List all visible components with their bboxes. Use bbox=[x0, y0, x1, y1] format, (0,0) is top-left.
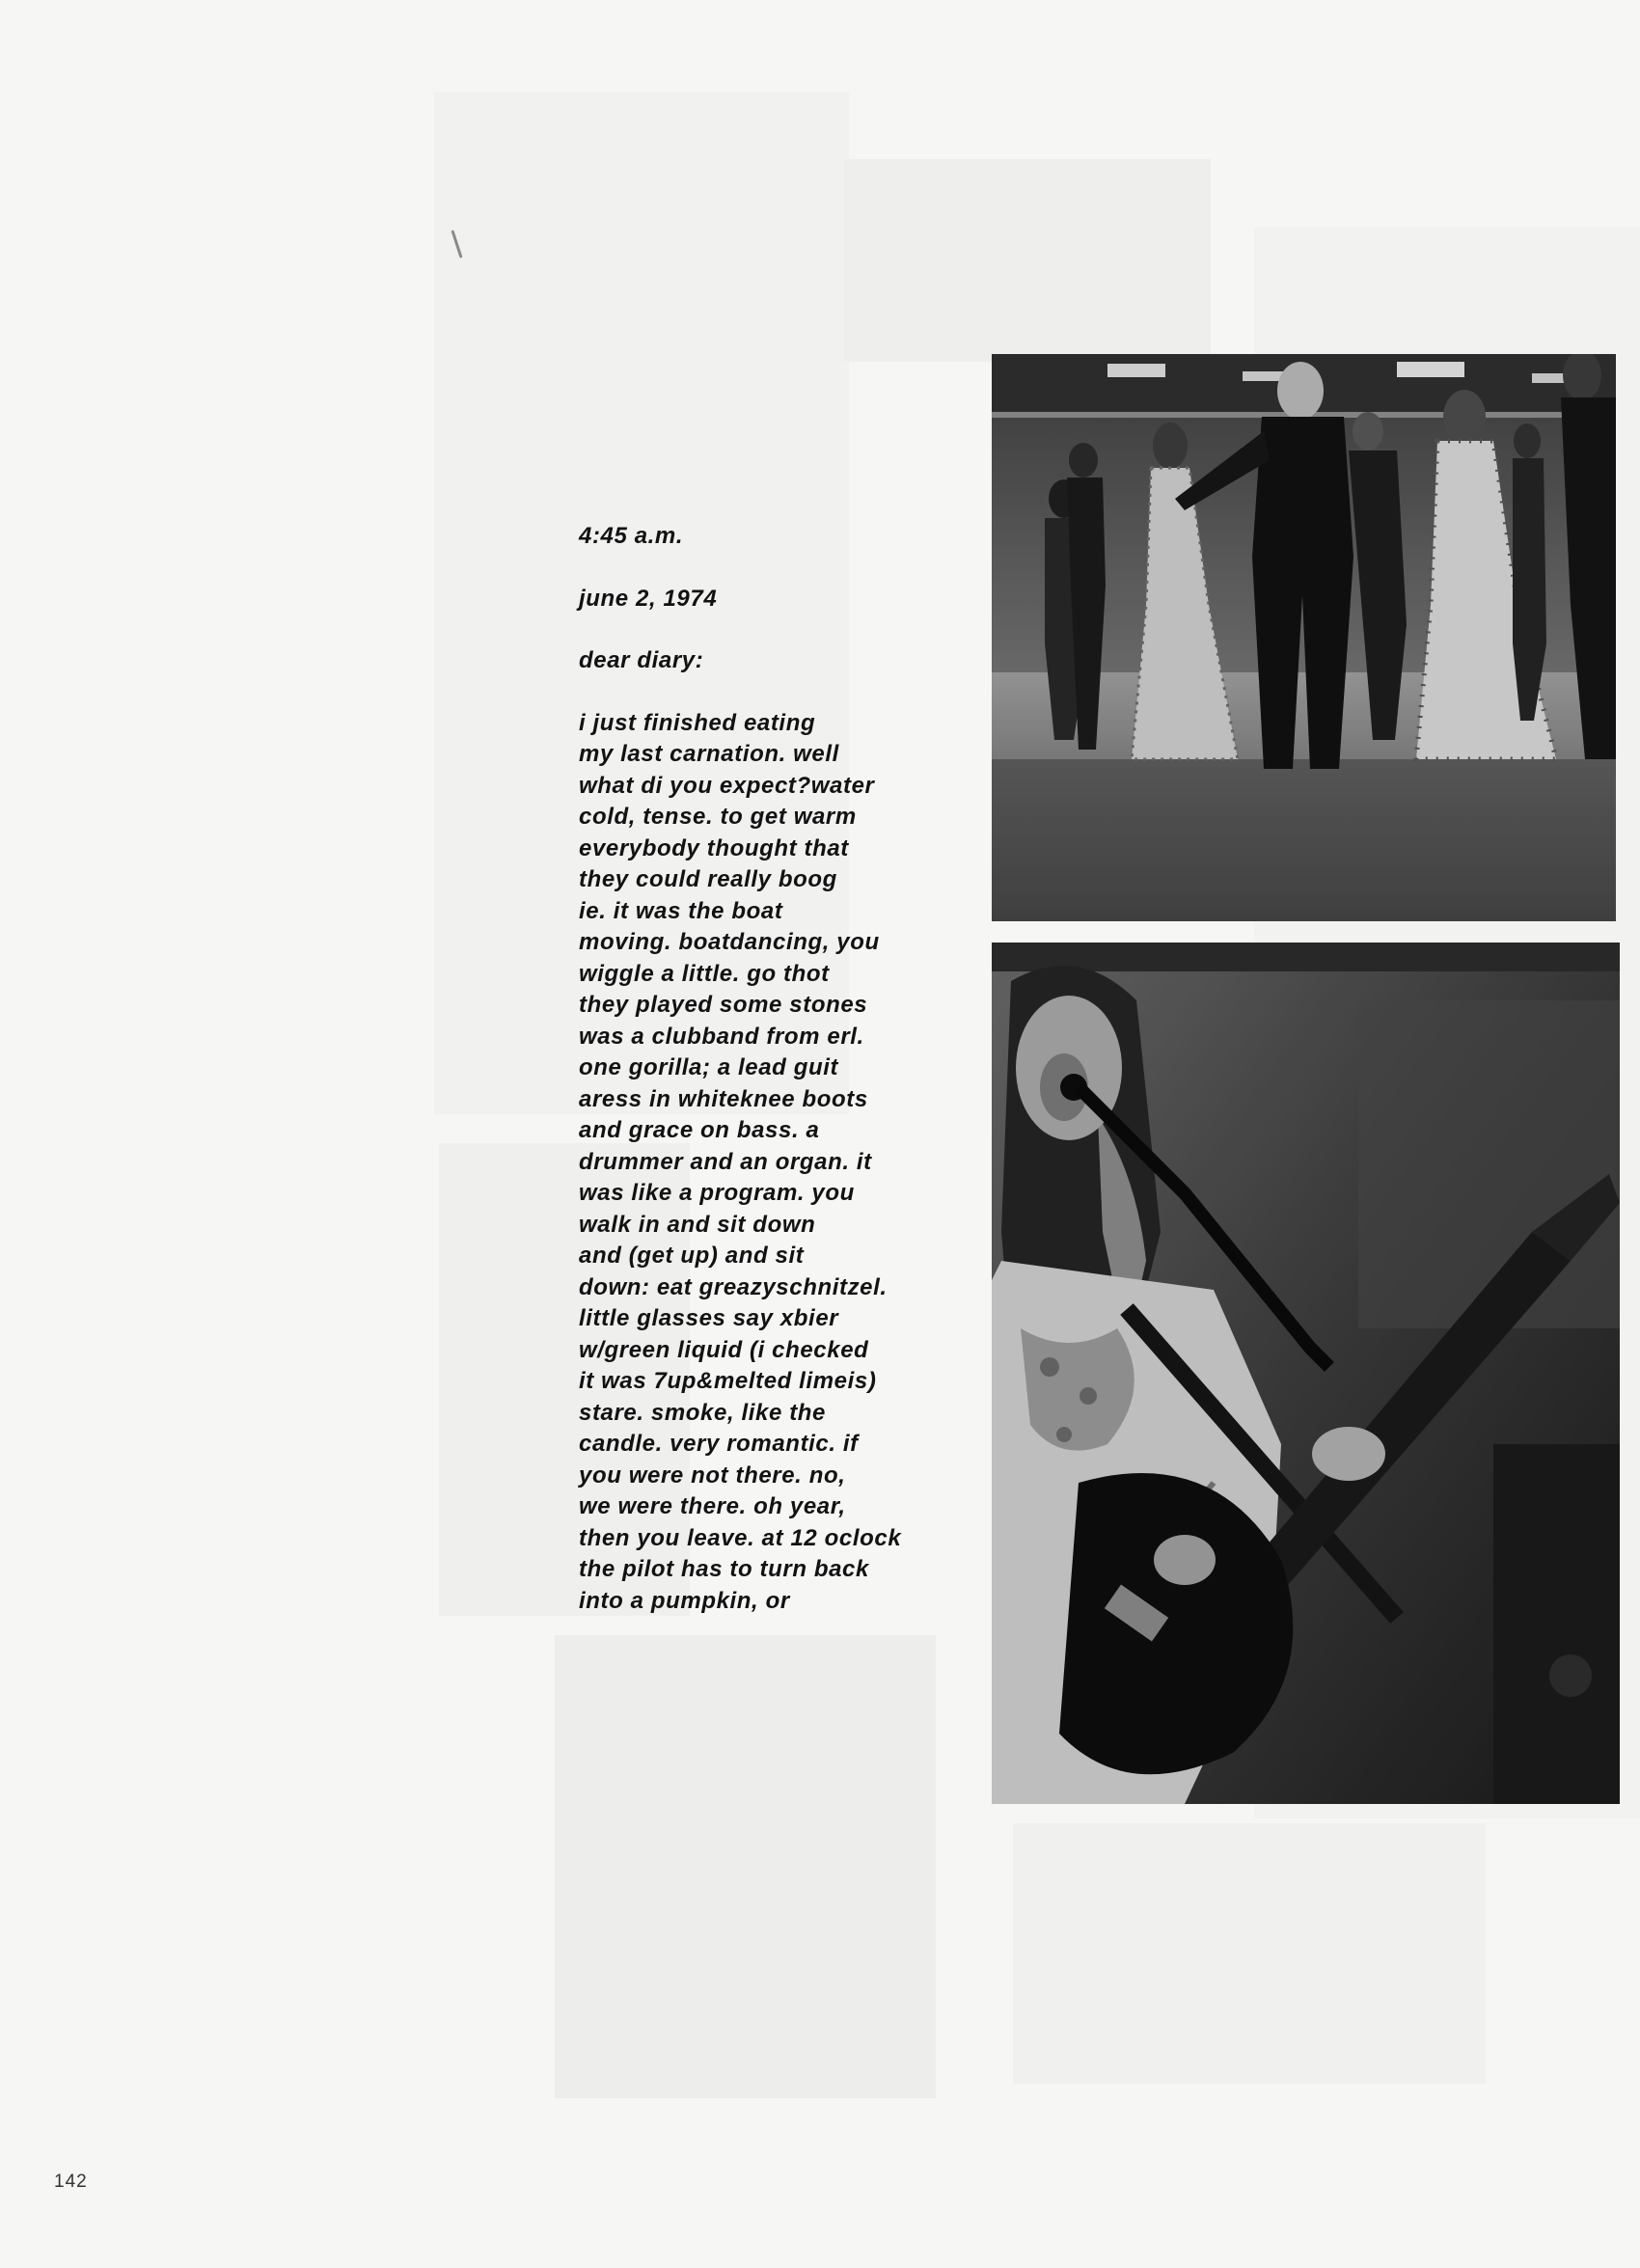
diary-line: stare. smoke, like the bbox=[579, 1399, 826, 1426]
guitarist-singing-photo bbox=[992, 943, 1620, 1804]
diary-salutation: dear diary: bbox=[579, 647, 704, 673]
dance-floor-photo bbox=[992, 354, 1616, 921]
diary-line: then you leave. at 12 oclock bbox=[579, 1524, 902, 1551]
diary-line: one gorilla; a lead guit bbox=[579, 1054, 839, 1080]
bleed-through-panel bbox=[1013, 1823, 1486, 2084]
diary-line: into a pumpkin, or bbox=[579, 1587, 790, 1614]
diary-line: you were not there. no, bbox=[579, 1462, 846, 1489]
diary-line: what di you expect?water bbox=[579, 772, 875, 799]
diary-line: w/green liquid (i checked bbox=[579, 1336, 869, 1363]
diary-line: and grace on bass. a bbox=[579, 1117, 820, 1143]
page-number: 142 bbox=[54, 2172, 88, 2192]
diary-line: walk in and sit down bbox=[579, 1211, 816, 1238]
diary-line: i just finished eating bbox=[579, 709, 816, 736]
diary-line: wiggle a little. go thot bbox=[579, 960, 830, 987]
diary-date: june 2, 1974 bbox=[579, 585, 718, 612]
diary-line: was a clubband from erl. bbox=[579, 1023, 864, 1050]
diary-line: they played some stones bbox=[579, 992, 868, 1018]
diary-line: ie. it was the boat bbox=[579, 897, 783, 924]
diary-line: and (get up) and sit bbox=[579, 1243, 805, 1269]
diary-time: 4:45 a.m. bbox=[579, 523, 684, 549]
diary-line: cold, tense. to get warm bbox=[579, 804, 857, 830]
diary-line: my last carnation. well bbox=[579, 741, 839, 767]
dance-floor-photo-art bbox=[992, 354, 1616, 921]
guitarist-singing-photo-art bbox=[992, 943, 1620, 1804]
diary-line: the pilot has to turn back bbox=[579, 1556, 869, 1582]
diary-line: they could really boog bbox=[579, 866, 837, 892]
diary-line: was like a program. you bbox=[579, 1180, 855, 1206]
diary-body bbox=[579, 708, 984, 1618]
bleed-through-panel bbox=[844, 159, 1211, 362]
diary-line: down: eat greazyschnitzel. bbox=[579, 1273, 888, 1300]
diary-line: we were there. oh year, bbox=[579, 1493, 846, 1519]
diary-line: drummer and an organ. it bbox=[579, 1148, 872, 1175]
diary-line: it was 7up&melted limeis) bbox=[579, 1368, 877, 1394]
diary-line: aress in whiteknee boots bbox=[579, 1085, 868, 1112]
bleed-through-panel bbox=[555, 1635, 936, 2098]
diary-line: moving. boatdancing, you bbox=[579, 929, 880, 955]
diary-line: candle. very romantic. if bbox=[579, 1431, 859, 1457]
diary-entry bbox=[579, 521, 984, 1617]
diary-line: everybody thought that bbox=[579, 834, 849, 861]
diary-line: little glasses say xbier bbox=[579, 1305, 839, 1331]
